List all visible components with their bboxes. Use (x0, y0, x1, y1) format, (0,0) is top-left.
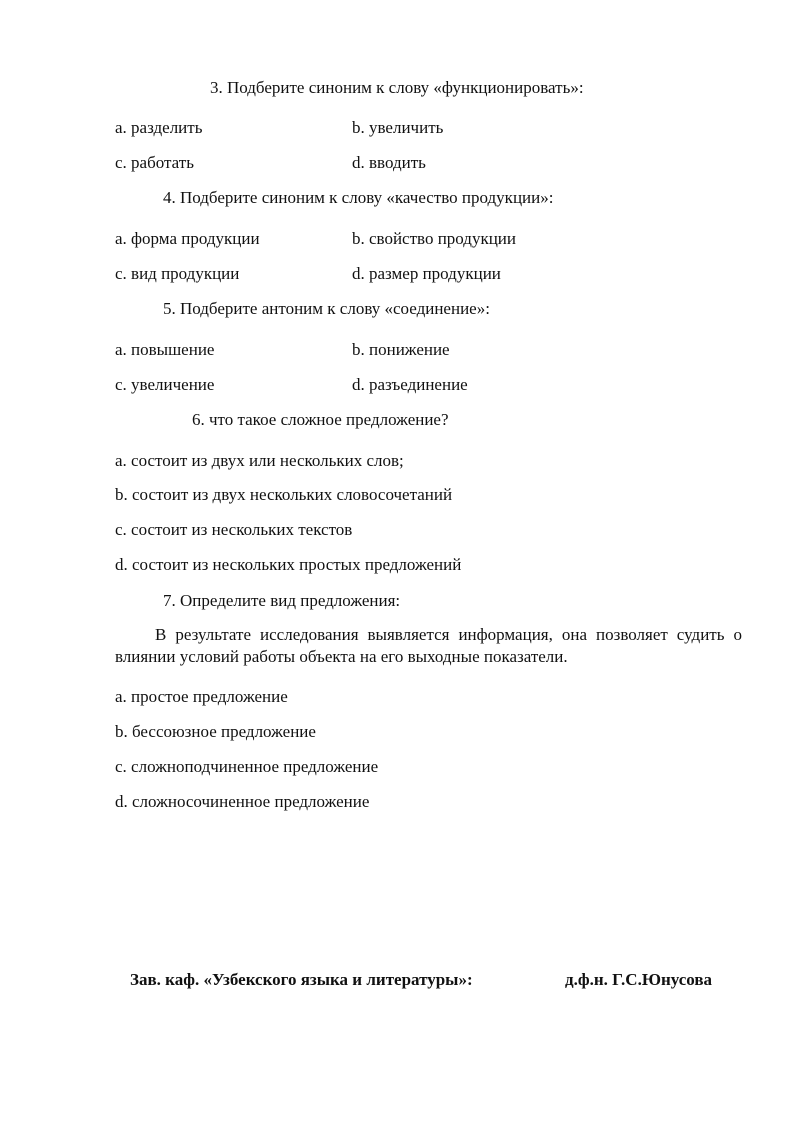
question-6-option-a: a. состоит из двух или нескольких слов; (115, 451, 404, 470)
question-5-option-c: c. увеличение (115, 375, 215, 394)
question-5-title: 5. Подберите антоним к слову «соединение»: (163, 299, 490, 318)
question-5-option-a: a. повышение (115, 340, 215, 359)
question-3-title: 3. Подберите синоним к слову «функционировать»: (210, 78, 584, 97)
question-5-option-b: b. понижение (352, 340, 450, 359)
footer-position: Зав. каф. «Узбекского языка и литературы»: (130, 970, 473, 989)
question-6-title: 6. что такое сложное предложение? (192, 410, 449, 429)
question-3-option-a: a. разделить (115, 118, 203, 137)
question-4-option-c: c. вид продукции (115, 264, 240, 283)
question-6-option-c: c. состоит из нескольких текстов (115, 520, 353, 539)
question-4-option-a: a. форма продукции (115, 229, 260, 248)
question-3-option-d: d. вводить (352, 153, 426, 172)
question-6-option-b: b. состоит из двух нескольких словосочетаний (115, 485, 453, 504)
question-3-option-c: c. работать (115, 153, 194, 172)
question-7-title: 7. Определите вид предложения: (163, 591, 401, 610)
question-4-option-d: d. размер продукции (352, 264, 501, 283)
question-3-option-b: b. увеличить (352, 118, 444, 137)
question-5-option-d: d. разъединение (352, 375, 468, 394)
question-4-option-b: b. свойство продукции (352, 229, 516, 248)
question-7-passage: В результате исследования выявляется информация, она позволяет судить о влиянии условий работы объекта на его выходные показатели. (115, 625, 742, 666)
question-6-option-d: d. состоит из нескольких простых предложений (115, 555, 462, 574)
question-7-option-a: a. простое предложение (115, 687, 288, 706)
question-4-title: 4. Подберите синоним к слову «качество продукции»: (163, 188, 554, 207)
question-7-option-d: d. сложносочиненное предложение (115, 792, 370, 811)
question-7-option-b: b. бессоюзное предложение (115, 722, 316, 741)
question-7-option-c: c. сложноподчиненное предложение (115, 757, 379, 776)
footer-signatory-name: д.ф.н. Г.С.Юнусова (565, 970, 713, 989)
